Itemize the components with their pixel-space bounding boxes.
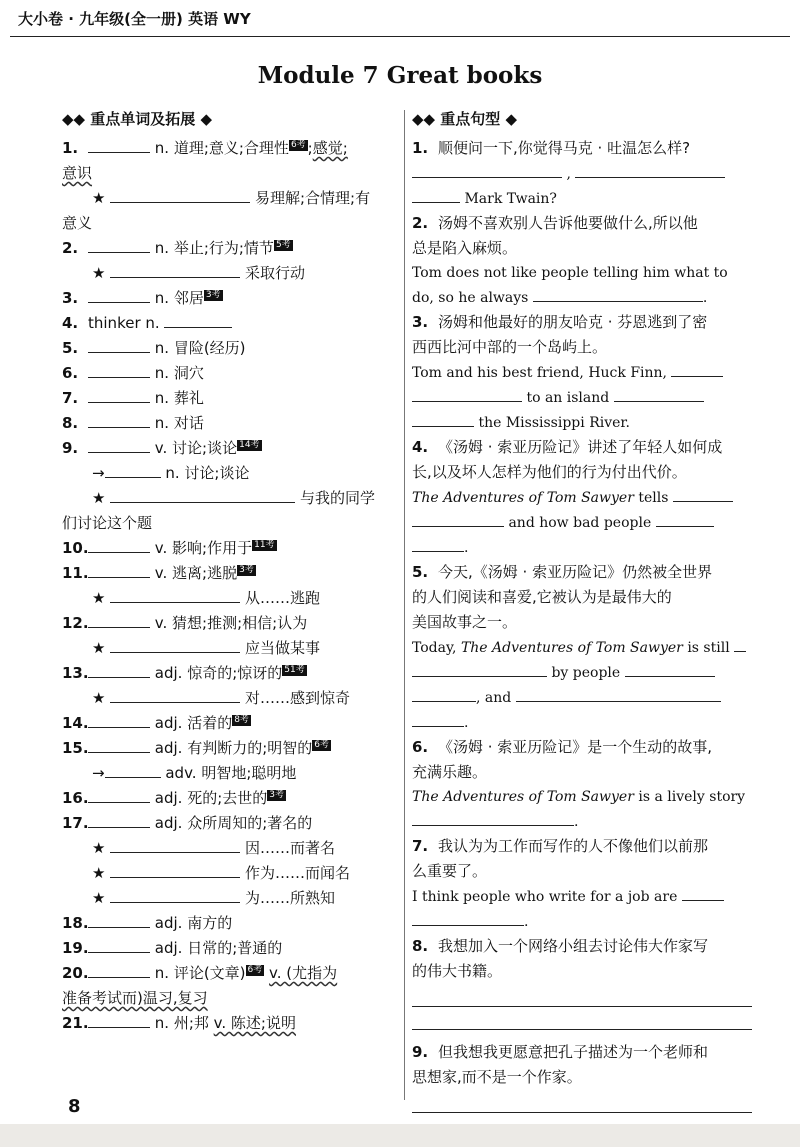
- item-number: 3.: [62, 289, 79, 307]
- item-number: 3.: [412, 313, 429, 331]
- answer-blank[interactable]: [88, 936, 150, 953]
- exam-badge: 3考: [205, 290, 221, 300]
- page-header: 大小卷 · 九年级(全一册) 英语 WY: [18, 10, 251, 28]
- item-number: 15.: [62, 739, 89, 757]
- item-number: 7.: [62, 389, 79, 407]
- vocab-item: [62, 661, 402, 686]
- sentence-answer: [412, 685, 752, 710]
- item-number: 10.: [62, 539, 89, 557]
- answer-blank[interactable]: [516, 685, 721, 702]
- item-text: to an island: [526, 390, 610, 406]
- answer-blank[interactable]: [110, 636, 240, 653]
- sentence-item-cont: [412, 460, 752, 485]
- vocab-item: [62, 1011, 402, 1036]
- item-text: v. 猜想;推测;相信;认为: [154, 614, 308, 632]
- header-rule: [10, 36, 790, 37]
- vocab-item: [62, 786, 402, 811]
- item-text: 采取行动: [245, 264, 306, 282]
- answer-blank[interactable]: [673, 485, 733, 502]
- exam-badge: 6考: [247, 965, 263, 975]
- exam-badge: 5考: [275, 240, 291, 250]
- exam-badge: 51考: [284, 665, 305, 675]
- exam-badge: 3考: [269, 790, 284, 800]
- answer-blank[interactable]: [533, 285, 703, 302]
- vocab-item: [62, 811, 402, 836]
- item-text: 准备考试而)温习,复习: [62, 989, 208, 1007]
- item-number: 9.: [412, 1043, 429, 1061]
- vocab-derivative: → n. 讨论;谈论: [62, 461, 402, 486]
- answer-blank[interactable]: [88, 411, 150, 428]
- vocab-item: [62, 536, 402, 561]
- item-text: Tom does not like people telling him what to: [412, 265, 728, 281]
- sentence-item: [412, 435, 752, 460]
- item-number: 9.: [62, 439, 79, 457]
- item-text: n. 对话: [154, 414, 204, 432]
- item-text: 思想家,而不是一个作家。: [412, 1068, 582, 1086]
- item-number: 6.: [412, 738, 429, 756]
- answer-blank[interactable]: [110, 186, 250, 203]
- vocab-item: [62, 736, 402, 761]
- item-text: 充满乐趣。: [412, 763, 488, 781]
- item-number: 8.: [62, 414, 79, 432]
- answer-blank[interactable]: [88, 661, 150, 678]
- answer-blank[interactable]: [110, 586, 240, 603]
- item-text: The Adventures of Tom Sawyer: [412, 789, 634, 805]
- item-text: 作为……而闻名: [245, 864, 351, 882]
- vocab-phrase: ★ 易理解;合情理;有: [62, 186, 402, 211]
- item-text: , and: [476, 690, 512, 706]
- item-text: n. 讨论;谈论: [165, 464, 250, 482]
- vocab-item: [62, 561, 402, 586]
- answer-blank[interactable]: [412, 909, 524, 926]
- item-text: 从……逃跑: [245, 589, 321, 607]
- vocab-item: [62, 711, 402, 736]
- item-text: adv. 明智地;聪明地: [165, 764, 297, 782]
- answer-line[interactable]: [412, 1090, 752, 1113]
- item-text: 们讨论这个题: [62, 514, 153, 532]
- item-text: 的伟大书籍。: [412, 962, 503, 980]
- vocab-item: [62, 611, 402, 636]
- answer-blank[interactable]: [671, 360, 723, 377]
- answer-blank[interactable]: [88, 536, 150, 553]
- exam-badge: 11考: [254, 540, 275, 550]
- item-text: adj. 日常的;普通的: [154, 939, 283, 957]
- answer-blank[interactable]: [88, 286, 150, 303]
- vocab-item: [62, 361, 402, 386]
- item-text: I think people who write for a job are: [412, 889, 678, 905]
- item-text: adj. 活着的: [154, 714, 233, 732]
- answer-blank[interactable]: [110, 886, 240, 903]
- vocab-phrase: ★ 从……逃跑: [62, 586, 402, 611]
- answer-blank[interactable]: [88, 361, 150, 378]
- item-text: 今天,《汤姆 · 索亚历险记》仍然被全世界: [438, 563, 713, 581]
- answer-blank[interactable]: [682, 884, 724, 901]
- exam-badge: 14考: [239, 440, 260, 450]
- item-text: The Adventures of Tom Sawyer: [460, 640, 683, 656]
- vocab-item-cont: [62, 161, 402, 186]
- answer-blank[interactable]: [88, 136, 150, 153]
- answer-blank[interactable]: [412, 809, 574, 826]
- item-text: Today,: [412, 640, 457, 656]
- item-text: 总是陷入麻烦。: [412, 239, 518, 257]
- sentence-item: [412, 136, 752, 161]
- item-text: adj. 南方的: [154, 914, 233, 932]
- item-text: v. 讨论;谈论: [154, 439, 238, 457]
- item-text: v. 陈述;说明: [213, 1014, 296, 1032]
- vocab-phrase: ★ 采取行动: [62, 261, 402, 286]
- sentence-item-cont: [412, 335, 752, 360]
- item-text: adj. 死的;去世的: [154, 789, 268, 807]
- page-number: 8: [68, 1096, 81, 1117]
- item-text: is a lively story: [638, 789, 746, 805]
- sentence-answer: [412, 884, 752, 909]
- sentence-answer: .: [412, 535, 752, 560]
- sentence-answer: ,: [412, 161, 752, 186]
- answer-blank[interactable]: [656, 510, 714, 527]
- vocab-item: 1. n. 道理;意义;合理性 6考 ;感觉;: [62, 136, 402, 161]
- vocab-item: [62, 936, 402, 961]
- item-text: v. 逃离;逃脱: [154, 564, 238, 582]
- item-number: 14.: [62, 714, 89, 732]
- sentence-section-title: ◆◆ 重点句型 ◆: [412, 110, 518, 128]
- sentence-item: [412, 310, 752, 335]
- vocab-item: [62, 436, 402, 461]
- item-text: n. 评论(文章): [154, 964, 246, 982]
- item-text: adj. 有判断力的;明智的: [154, 739, 313, 757]
- answer-blank[interactable]: [88, 436, 150, 453]
- item-text: 我想加入一个网络小组去讨论伟大作家写: [438, 937, 709, 955]
- item-number: 6.: [62, 364, 79, 382]
- answer-blank[interactable]: [164, 311, 232, 328]
- sentence-answer: [412, 785, 752, 809]
- item-text: 的人们阅读和喜爱,它被认为是最伟大的: [412, 588, 672, 606]
- vocab-item: [62, 236, 402, 261]
- answer-blank[interactable]: [412, 685, 476, 702]
- vocab-section-title: ◆◆ 重点单词及拓展 ◆: [62, 110, 213, 128]
- answer-blank[interactable]: [412, 385, 522, 402]
- vocab-phrase: ★ 对……感到惊奇: [62, 686, 402, 711]
- sentence-answer: do, so he always .: [412, 285, 752, 310]
- exam-badge: 6考: [314, 740, 329, 750]
- item-text: the Mississippi River.: [478, 415, 631, 431]
- answer-blank[interactable]: [412, 660, 547, 677]
- item-text: n. 葬礼: [154, 389, 204, 407]
- item-text: 但我想我更愿意把孔子描述为一个老师和: [438, 1043, 709, 1061]
- item-number: 8.: [412, 937, 429, 955]
- answer-blank[interactable]: [88, 236, 150, 253]
- item-text: 顺便问一下,你觉得马克 · 吐温怎么样?: [438, 139, 691, 157]
- item-text: 汤姆和他最好的朋友哈克 · 芬恩逃到了密: [438, 313, 708, 331]
- item-text: 易理解;合情理;有: [255, 189, 371, 207]
- item-text: thinker n.: [88, 314, 160, 332]
- sentence-answer: [412, 635, 752, 660]
- sentence-item: [412, 560, 752, 585]
- item-text: 因……而著名: [245, 839, 336, 857]
- item-text: n. 冒险(经历): [154, 339, 246, 357]
- vocab-item-cont: [62, 511, 402, 536]
- item-text: 《汤姆 · 索亚历险记》讲述了年轻人如何成: [438, 438, 723, 456]
- item-number: 5.: [62, 339, 79, 357]
- item-number: 18.: [62, 914, 89, 932]
- answer-blank[interactable]: [88, 611, 150, 628]
- item-text: 应当做某事: [245, 639, 321, 657]
- item-text: is still: [687, 640, 730, 656]
- item-text: Tom and his best friend, Huck Finn,: [412, 365, 668, 381]
- answer-blank[interactable]: [88, 911, 150, 928]
- sentence-answer: [412, 261, 752, 285]
- sentence-answer: [412, 186, 752, 211]
- item-text: and how bad people: [508, 515, 652, 531]
- answer-blank[interactable]: [105, 761, 161, 778]
- sentence-item-cont: [412, 610, 752, 635]
- exam-badge: 3考: [239, 565, 254, 575]
- answer-blank[interactable]: [110, 686, 240, 703]
- answer-blank[interactable]: [88, 561, 150, 578]
- answer-blank[interactable]: [625, 660, 715, 677]
- item-number: 2.: [412, 214, 429, 232]
- item-number: 7.: [412, 837, 429, 855]
- exam-badge: 6考: [290, 140, 306, 150]
- answer-blank[interactable]: [412, 410, 474, 427]
- item-text: 对……感到惊奇: [245, 689, 351, 707]
- sentence-answer: .: [412, 909, 752, 934]
- sentence-item-cont: [412, 1065, 752, 1090]
- sentence-answer: [412, 510, 752, 535]
- answer-blank[interactable]: [412, 510, 504, 527]
- item-text: adj. 惊奇的;惊讶的: [154, 664, 283, 682]
- answer-blank[interactable]: [88, 811, 150, 828]
- vocab-phrase: ★ 作为……而闻名: [62, 861, 402, 886]
- answer-blank[interactable]: [412, 186, 460, 203]
- sentence-answer: [412, 360, 752, 385]
- item-text: n. 邻居: [154, 289, 204, 307]
- item-text: adj. 众所周知的;著名的: [154, 814, 313, 832]
- answer-blank[interactable]: [88, 386, 150, 403]
- vocab-item: [62, 911, 402, 936]
- item-text: 与我的同学: [300, 489, 376, 507]
- sentence-answer: [412, 660, 752, 685]
- page-title: Module 7 Great books: [257, 62, 543, 89]
- item-text: 我认为为工作而写作的人不像他们以前那: [438, 837, 709, 855]
- item-number: 4.: [412, 438, 429, 456]
- item-number: 12.: [62, 614, 89, 632]
- sentence-item-cont: [412, 585, 752, 610]
- vocab-derivative: → adv. 明智地;聪明地: [62, 761, 402, 786]
- item-number: 21.: [62, 1014, 89, 1032]
- answer-blank[interactable]: [88, 336, 150, 353]
- item-text: 美国故事之一。: [412, 613, 518, 631]
- vocab-item: [62, 961, 402, 986]
- item-number: 2.: [62, 239, 79, 257]
- answer-blank[interactable]: [88, 961, 150, 978]
- vocab-item: [62, 386, 402, 411]
- item-text: n. 举止;行为;情节: [154, 239, 274, 257]
- answer-line[interactable]: [412, 1007, 752, 1030]
- item-text: v. (尤指为: [269, 964, 338, 982]
- item-number: 11.: [62, 564, 89, 582]
- item-text: 汤姆不喜欢别人告诉他要做什么,所以他: [438, 214, 698, 232]
- vocab-phrase: ★ 为……所熟知: [62, 886, 402, 911]
- sentence-item-cont: [412, 760, 752, 785]
- answer-blank[interactable]: [110, 486, 295, 503]
- item-text: n. 道理;意义;合理性: [154, 139, 289, 157]
- answer-line[interactable]: [412, 984, 752, 1007]
- sentence-answer: .: [412, 710, 752, 735]
- item-number: 16.: [62, 789, 89, 807]
- vocab-item: [62, 286, 402, 311]
- exam-badge: 8考: [234, 715, 249, 725]
- item-number: 1.: [62, 139, 79, 157]
- vocab-item: [62, 311, 402, 336]
- page-bottom-edge: [0, 1124, 800, 1147]
- item-text: The Adventures of Tom Sawyer: [412, 490, 634, 506]
- vocab-item-cont: [62, 211, 402, 236]
- item-text: 感觉;: [312, 139, 348, 157]
- answer-blank[interactable]: [110, 836, 240, 853]
- sentence-item-cont: [412, 236, 752, 261]
- item-text: 意义: [62, 214, 93, 232]
- column-divider: [404, 110, 405, 1100]
- sentence-item: [412, 211, 752, 236]
- answer-blank[interactable]: [88, 711, 150, 728]
- sentence-answer: [412, 385, 752, 410]
- item-text: do, so he always: [412, 290, 529, 306]
- item-text: 意识: [62, 164, 93, 182]
- answer-blank[interactable]: [88, 1011, 150, 1028]
- item-text: n. 洞穴: [154, 364, 204, 382]
- item-number: 4.: [62, 314, 79, 332]
- vocab-item: [62, 411, 402, 436]
- item-text: Mark Twain?: [464, 191, 557, 207]
- item-text: v. 影响;作用于: [154, 539, 253, 557]
- sentence-item: [412, 834, 752, 859]
- sentence-answer: .: [412, 809, 752, 834]
- item-number: 5.: [412, 563, 429, 581]
- item-text: 长,以及坏人怎样为他们的行为付出代价。: [412, 463, 687, 481]
- item-text: 西西比河中部的一个岛屿上。: [412, 338, 608, 356]
- answer-blank[interactable]: [575, 161, 725, 178]
- sentence-item-cont: [412, 959, 752, 984]
- answer-blank[interactable]: [88, 736, 150, 753]
- answer-blank[interactable]: [412, 535, 464, 552]
- sentence-item-cont: [412, 859, 752, 884]
- sentence-item: [412, 1040, 752, 1065]
- answer-blank[interactable]: [734, 635, 746, 652]
- answer-blank[interactable]: [614, 385, 704, 402]
- vocab-phrase: ★ 因……而著名: [62, 836, 402, 861]
- item-number: 13.: [62, 664, 89, 682]
- vocab-phrase: ★ 应当做某事: [62, 636, 402, 661]
- item-number: 20.: [62, 964, 89, 982]
- answer-blank[interactable]: [105, 461, 161, 478]
- sentence-item: [412, 934, 752, 959]
- answer-blank[interactable]: [412, 161, 562, 178]
- item-text: 为……所熟知: [245, 889, 336, 907]
- vocab-item: [62, 336, 402, 361]
- answer-blank[interactable]: [412, 710, 464, 727]
- item-number: 17.: [62, 814, 89, 832]
- answer-blank[interactable]: [88, 786, 150, 803]
- vocab-item-cont: [62, 986, 402, 1011]
- sentence-answer: [412, 410, 752, 435]
- sentence-column: [412, 108, 752, 1136]
- vocab-column: [62, 108, 402, 1036]
- sentence-item: [412, 735, 752, 760]
- vocab-phrase: ★ 与我的同学: [62, 486, 402, 511]
- item-text: tells: [638, 490, 669, 506]
- item-text: 么重要了。: [412, 862, 488, 880]
- item-text: 《汤姆 · 索亚历险记》是一个生动的故事,: [438, 738, 713, 756]
- item-number: 1.: [412, 139, 429, 157]
- item-text: n. 州;邦: [154, 1014, 209, 1032]
- item-number: 19.: [62, 939, 89, 957]
- answer-blank[interactable]: [110, 261, 240, 278]
- item-text: by people: [551, 665, 621, 681]
- sentence-answer: [412, 485, 752, 510]
- answer-blank[interactable]: [110, 861, 240, 878]
